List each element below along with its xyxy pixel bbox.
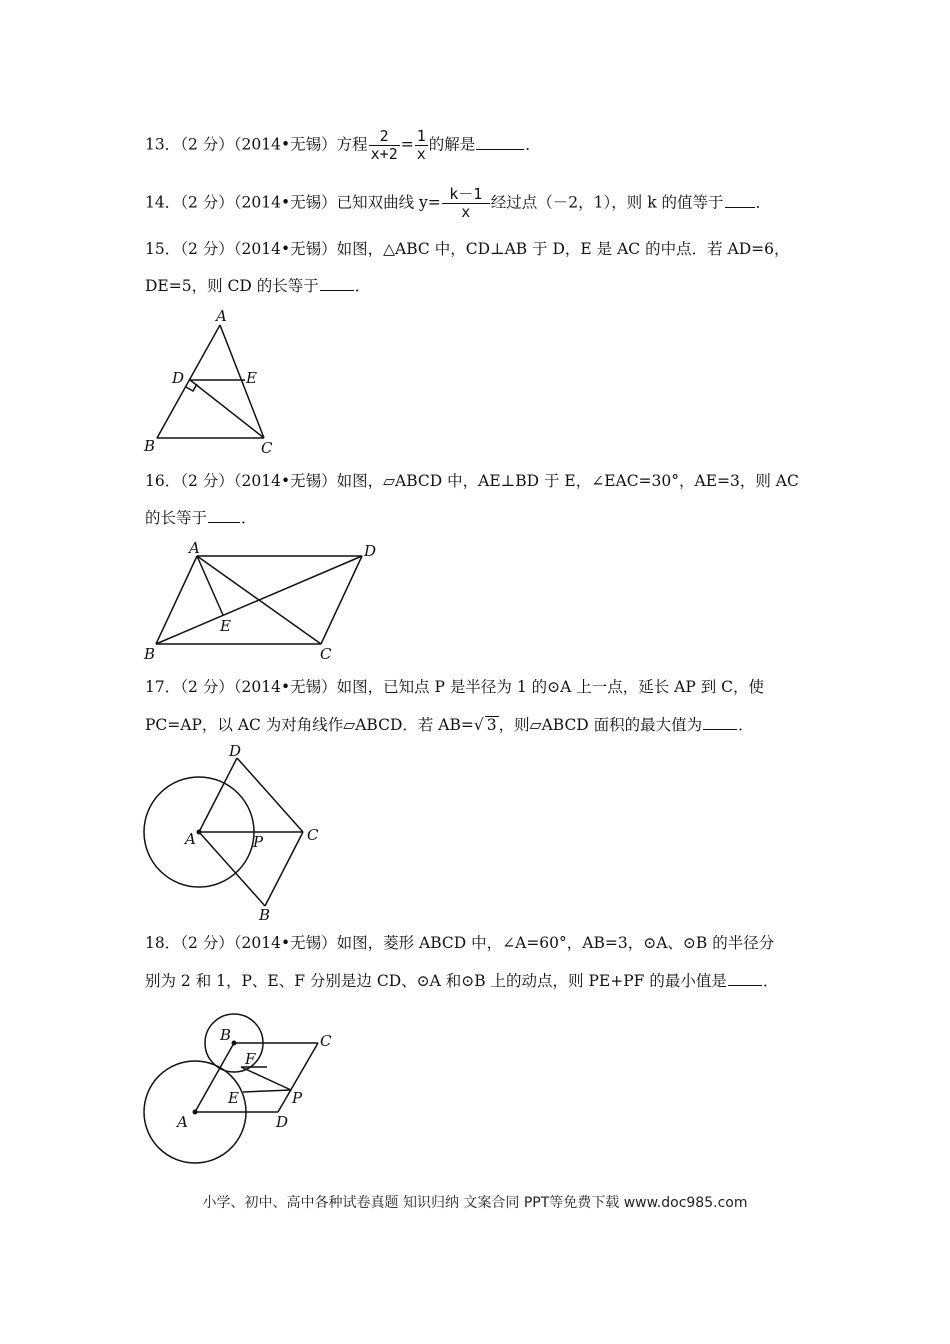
fig18-label-B: B [220, 1026, 232, 1044]
q18-answer-blank [728, 971, 762, 986]
q18-source: （2014•无锡） [233, 934, 337, 952]
q14-denominator: x [442, 203, 490, 221]
fig18-center-point-B [232, 1041, 237, 1046]
q16-score: （2 分） [180, 472, 234, 490]
q13-f2-denominator: x [416, 145, 426, 163]
q13-period: ． [525, 135, 541, 154]
q13-text-pre: 方程 [336, 135, 368, 154]
q17-text-line2-post: ，则▱ABCD 面积的最大值为 [498, 716, 703, 734]
q17-score: （2 分） [180, 678, 234, 696]
fig17-label-A: A [185, 830, 196, 848]
fig15-label-A: A [216, 307, 227, 325]
q16-period: ． [241, 509, 257, 527]
fig15-label-C: C [261, 439, 273, 457]
figure-16-parallelogram [140, 538, 385, 668]
fig17-label-C: C [307, 826, 319, 844]
fig15-label-B: B [144, 437, 156, 455]
fig17-side-BC [265, 832, 303, 906]
fig17-side-DC [237, 758, 303, 832]
fig16-label-E: E [220, 617, 231, 635]
q17-number: 17． [145, 678, 181, 696]
fig15-side-AB [157, 325, 220, 438]
q13-source: （2014•无锡） [233, 135, 337, 154]
q15-number: 15． [145, 240, 181, 258]
fig18-label-D: D [276, 1113, 289, 1131]
q17-source: （2014•无锡） [233, 678, 337, 696]
fig17-side-AD [199, 758, 237, 832]
q18-text-line1: 如图，菱形 ABCD 中，∠A=60°，AB=3，⊙A、⊙B 的半径分 [336, 934, 775, 952]
question-15-line-2 [145, 275, 370, 297]
q13-score: （2 分） [180, 135, 234, 154]
fig16-label-C: C [320, 645, 332, 663]
q16-text-line2: 的长等于 [145, 509, 208, 527]
fig18-segment-EP [243, 1090, 291, 1092]
fig17-center-point-A [197, 830, 202, 835]
q13-f2-numerator: 1 [416, 127, 426, 145]
q13-fraction-1 [369, 128, 400, 163]
fig17-label-D: D [229, 742, 242, 760]
q13-equals: = [400, 135, 414, 154]
q14-period: ． [755, 193, 772, 212]
fig15-label-E: E [246, 369, 257, 387]
q16-source: （2014•无锡） [233, 472, 337, 490]
q14-text-post: 经过点（－2，1），则 k 的值等于 [490, 193, 724, 212]
q13-fraction-2 [415, 128, 428, 163]
q15-period: ． [354, 277, 371, 295]
fig18-segment-FP [241, 1067, 291, 1090]
q15-text-line1: 如图，△ABC 中，CD⊥AB 于 D，E 是 AC 的中点．若 AD=6， [336, 240, 790, 258]
q15-answer-blank [320, 276, 354, 291]
figure-18-rhombus-circles [135, 1008, 350, 1173]
fig17-label-B: B [259, 906, 271, 924]
question-13 [145, 128, 541, 163]
question-18-line-1 [145, 932, 774, 954]
q14-score: （2 分） [180, 193, 234, 212]
figure-15-triangle [140, 305, 290, 460]
fig18-label-F: F [245, 1050, 256, 1068]
q13-f1-numerator: 2 [379, 127, 389, 145]
page-footer: 小学、初中、高中各种试卷真题 知识归纳 文案合同 PPT等免费下载 www.doc985.com [202, 1195, 748, 1211]
q15-source: （2014•无锡） [233, 240, 337, 258]
question-14 [145, 186, 771, 221]
q18-text-line2: 别为 2 和 1，P、E、F 分别是边 CD、⊙A 和⊙B 上的动点，则 PE+PF 的最小值是 [145, 972, 727, 990]
question-17-line-1 [145, 676, 764, 698]
question-18-line-2 [145, 970, 778, 992]
fig18-label-A: A [177, 1113, 188, 1131]
q16-answer-blank [208, 508, 240, 523]
fig15-label-D: D [172, 369, 185, 387]
question-17-line-2 [145, 714, 754, 736]
fig16-diagonal-BD [156, 556, 362, 644]
question-15-line-1 [145, 238, 789, 260]
figure-17-circle-parallelogram [135, 740, 335, 925]
q18-period: ． [762, 972, 779, 990]
q13-f1-denominator: x+2 [370, 145, 398, 163]
q14-numerator: k－1 [449, 185, 483, 203]
q14-source: （2014•无锡） [233, 193, 337, 212]
q13-answer-blank [476, 135, 524, 150]
fig18-label-E: E [228, 1089, 239, 1107]
q16-number: 16． [145, 472, 181, 490]
fig18-center-point-A [193, 1110, 198, 1115]
q15-score: （2 分） [180, 240, 234, 258]
q15-text-line2: DE=5，则 CD 的长等于 [145, 277, 319, 295]
fig16-side-DC [321, 556, 362, 644]
q16-text-line1: 如图，▱ABCD 中，AE⊥BD 于 E，∠EAC=30°，AE=3，则 AC [336, 472, 799, 490]
q14-text-pre: 已知双曲线 y= [336, 193, 441, 212]
q18-score: （2 分） [180, 934, 234, 952]
q17-sqrt-value: 3 [486, 716, 497, 734]
q13-number: 13． [145, 135, 181, 154]
fig18-label-P: P [292, 1089, 303, 1107]
fig18-label-C: C [320, 1032, 332, 1050]
fig16-label-A: A [189, 539, 200, 557]
q17-text-line2-pre: PC=AP，以 AC 为对角线作▱ABCD．若 AB= [145, 716, 474, 734]
fig16-label-D: D [364, 542, 377, 560]
q14-answer-blank [725, 193, 755, 208]
fig16-side-AB [156, 556, 197, 644]
q13-text-post: 的解是 [428, 135, 476, 154]
fig17-label-P: P [253, 833, 264, 851]
q17-period: ． [738, 716, 754, 734]
fig16-label-B: B [144, 645, 156, 663]
q17-sqrt-sign: √ [473, 716, 484, 734]
q17-answer-blank [703, 715, 737, 730]
question-16-line-2 [145, 507, 257, 529]
q14-number: 14． [145, 193, 181, 212]
q14-fraction [442, 186, 490, 221]
q17-text-line1: 如图，已知点 P 是半径为 1 的⊙A 上一点，延长 AP 到 C，使 [336, 678, 764, 696]
question-16-line-1 [145, 470, 799, 492]
q18-number: 18． [145, 934, 181, 952]
